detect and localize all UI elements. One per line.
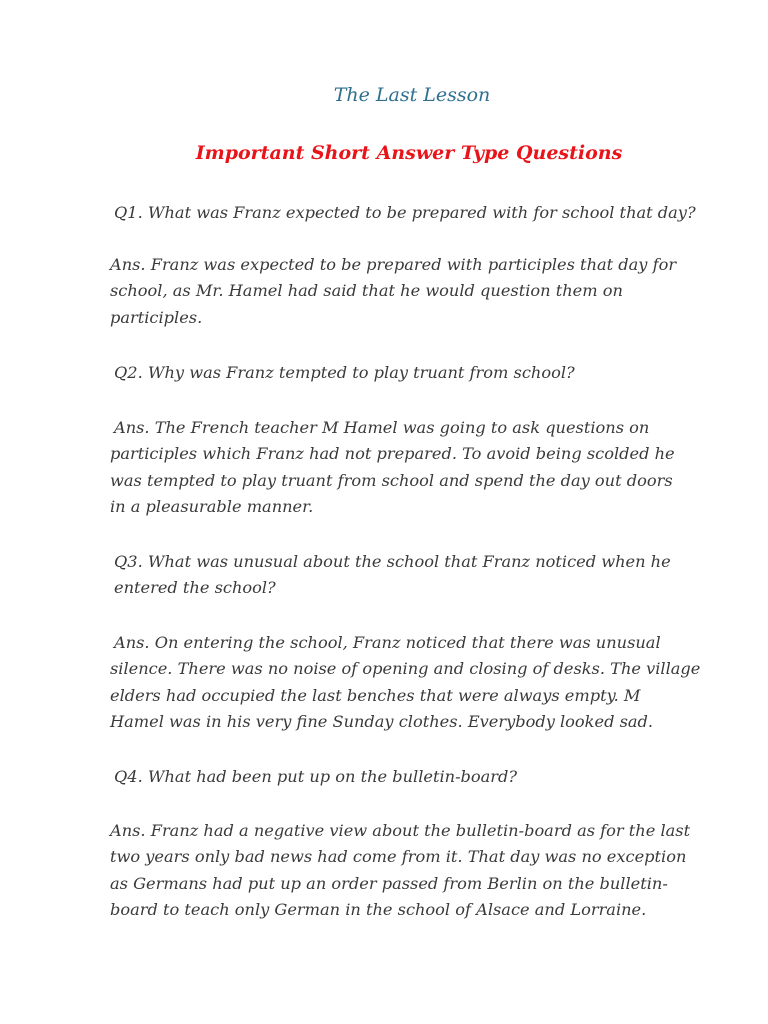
question-1: Q1. What was Franz expected to be prepared with for school that day? xyxy=(114,203,696,222)
question-3: Q3. What was unusual about the school that Franz noticed when he entered the school? xyxy=(114,552,671,598)
answer-2: Ans. The French teacher M Hamel was going to ask questions on participles which Franz had not prepared. To avoid being scolded he was tempted to play truant from school and spend the day out doors in a pleasurable manner. xyxy=(110,418,675,516)
document-title: The Last Lesson xyxy=(333,84,491,106)
question-4: Q4. What had been put up on the bulletin-board? xyxy=(114,767,518,786)
document-subtitle: Important Short Answer Type Questions xyxy=(195,142,623,164)
answer-3: Ans. On entering the school, Franz noticed that there was unusual silence. There was no noise of opening and closing of desks. The village elders had occupied the last benches that were always empty. M Hamel was in his very fine Sunday clothes. Everybody looked sad. xyxy=(110,633,701,731)
question-2: Q2. Why was Franz tempted to play truant from school? xyxy=(114,363,575,382)
answer-1: Ans. Franz was expected to be prepared with participles that day for school, as Mr. Hamel had said that he would question them on participles. xyxy=(110,255,677,327)
answer-4: Ans. Franz had a negative view about the bulletin-board as for the last two years only bad news had come from it. That day was no exception as Germans had put up an order passed from Berlin on the bulletin- board to teach only German in the school of Alsace and Lorraine. xyxy=(110,821,691,919)
